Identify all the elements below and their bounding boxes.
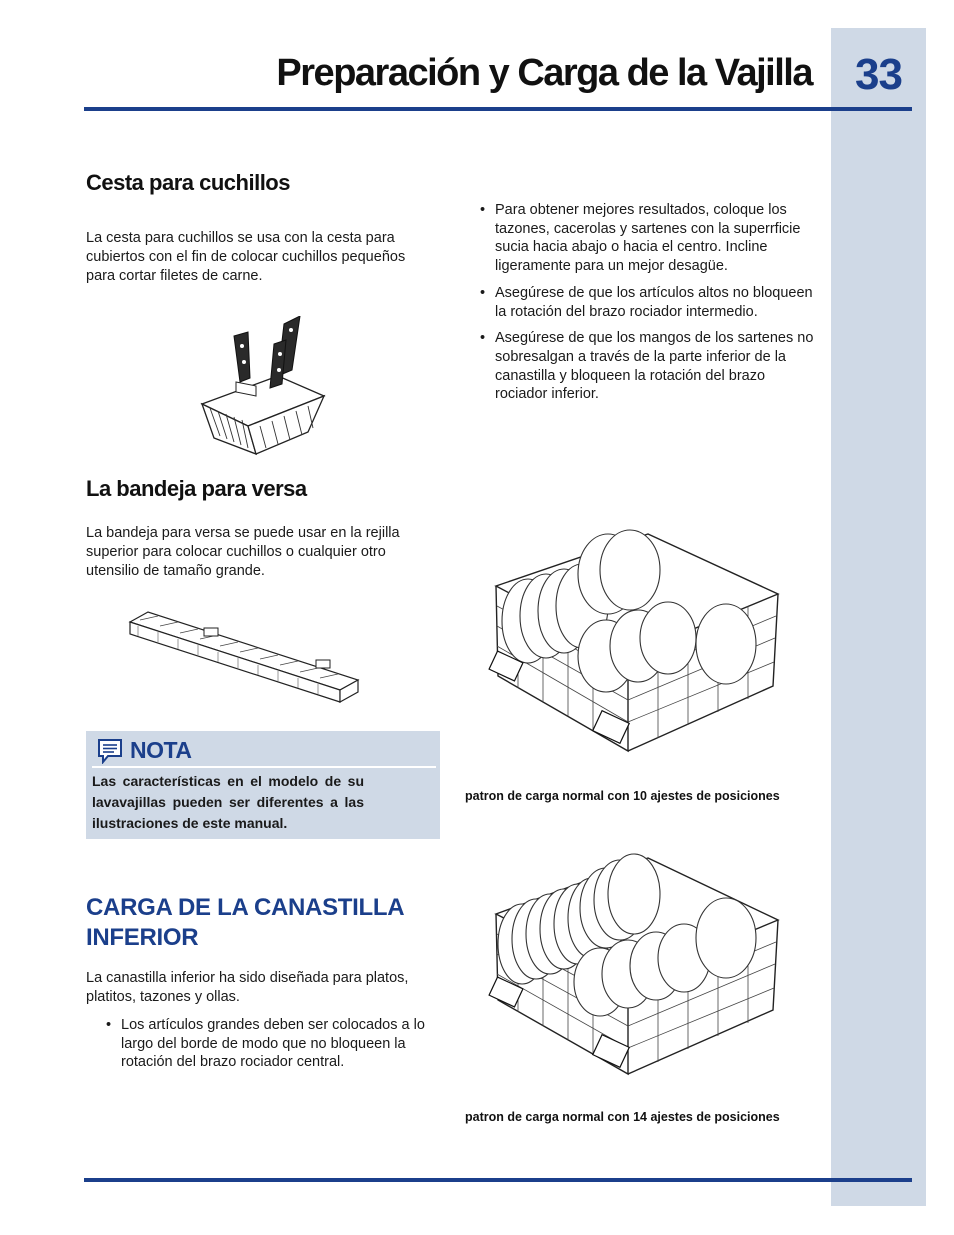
footer-rule: [84, 1178, 912, 1182]
lower-rack-bullets: [106, 1016, 436, 1080]
list-item: • Los artículos grandes deben ser colocados a lo largo del borde de modo que no bloqueen la rotación del brazo rociador central.: [106, 1016, 436, 1072]
list-item: • Asegúrese de que los artículos altos no bloqueen la rotación del brazo rociador intermedio.: [480, 284, 815, 321]
knife-basket-heading: Cesta para cuchillos: [86, 170, 290, 195]
figure-caption-1: patron de carga normal con 10 ajestes de posiciones: [465, 789, 780, 803]
versa-tray-text: La bandeja para versa se puede usar en la rejilla superior para colocar cuchillos o cualquier otro utensilio de tamaño grande.: [86, 525, 400, 579]
lower-rack-text: La canastilla inferior ha sido diseñada para platos, platitos, tazones y ollas.: [86, 970, 409, 1005]
knife-basket-illustration: [196, 316, 326, 456]
loading-tips-list: [480, 201, 815, 412]
note-box: [86, 731, 440, 839]
lower-rack-heading: CARGA DE LA CANASTILLA INFERIOR: [86, 894, 404, 951]
page-number: 33: [855, 50, 902, 99]
page-title: Preparación y Carga de la Vajilla: [276, 52, 812, 94]
note-icon: [96, 738, 124, 764]
knife-basket-text: La cesta para cuchillos se usa con la cesta para cubiertos con el fin de colocar cuchillos pequeños para cortar filetes de carne.: [86, 230, 406, 284]
note-divider: [92, 766, 436, 768]
rack-14-place-settings-illustration: [488, 848, 783, 1078]
note-text: Las características en el modelo de su lavavajillas pueden ser diferentes a las ilustraciones de este manual.: [92, 773, 364, 831]
list-item: • Asegúrese de que los mangos de los sartenes no sobresalgan a través de la parte inferior de la canastilla y bloqueen la rotación del brazo rociador inferior.: [480, 329, 815, 404]
rack-10-place-settings-illustration: [488, 526, 783, 756]
header-rule: [84, 107, 912, 111]
page-sidebar: [831, 28, 926, 1206]
versa-tray-heading: La bandeja para versa: [86, 476, 307, 501]
list-item: • Para obtener mejores resultados, coloque los tazones, cacerolas y sartenes con la superrficie sucia hacia abajo o hacia el centro. Incline ligeramente para un mejor desagüe.: [480, 201, 815, 276]
note-label: NOTA: [130, 737, 192, 763]
versa-tray-illustration: [128, 606, 360, 706]
note-header: [96, 737, 191, 764]
figure-caption-2: patron de carga normal con 14 ajestes de posiciones: [465, 1110, 780, 1124]
